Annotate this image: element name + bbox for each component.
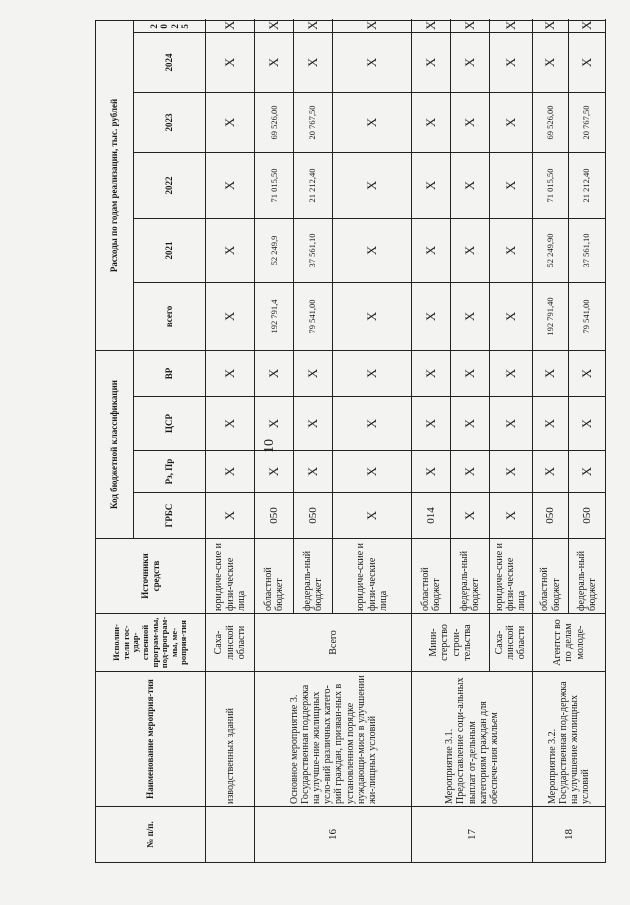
cell-grbs: 050 [532,493,569,539]
cell-2023: X [332,92,412,152]
cell-vr: X [532,350,569,396]
cell-2023: X [206,92,255,152]
cell-total: X [451,282,490,350]
cell-vr: X [451,350,490,396]
cell-2022: 71 015,50 [532,152,569,218]
header-executor: Исполни-тели гос-удар-ственной програм-мы, под-програм-мы, ме-роприя-тия [96,614,206,672]
cell-2021: X [412,218,451,282]
cell-grbs: 050 [569,493,606,539]
cell-rzpr: X [569,451,606,493]
cell-csr: X [294,397,333,451]
cell-vr: X [206,350,255,396]
cell-source: юридиче-ские и физи-ческие лица [206,539,255,614]
cell-rzpr: X [451,451,490,493]
cell-source: юридиче-ские и физи-ческие лица [489,539,532,614]
cell-source: федераль-ный бюджет [294,539,333,614]
cell-2022: X [412,152,451,218]
cell-total: 79 541,00 [294,282,333,350]
cell-2021: 52 249,9 [255,218,294,282]
cell-grbs: X [489,493,532,539]
cell-2023: X [412,92,451,152]
header-year-2022: 2022 [134,152,206,218]
cell-grbs: 050 [255,493,294,539]
cell-2024: X [206,32,255,92]
cell-2021: 52 249,90 [532,218,569,282]
cell-rzpr: X [532,451,569,493]
cell-2025: X [294,20,333,32]
cell-grbs: 014 [412,493,451,539]
cell-2025: X [412,20,451,32]
cell-vr: X [255,350,294,396]
cell-rzpr: X [412,451,451,493]
header-vr: ВР [134,350,206,396]
cell-2025: X [451,20,490,32]
header-grbs: ГРБС [134,493,206,539]
cell-2024: X [332,32,412,92]
cell-source: областной бюджет [255,539,294,614]
cell-source: федераль-ный бюджет [451,539,490,614]
cell-csr: X [569,397,606,451]
cell-total: 79 541,00 [569,282,606,350]
header-total: всего [134,282,206,350]
cell-2022: X [332,152,412,218]
header-name: Наименование мероприя-тия [96,672,206,807]
cell-2021: X [489,218,532,282]
header-num: № п/п. [96,807,206,863]
cell-executor: Саха-линской области [206,614,255,672]
cell-source: областной бюджет [412,539,451,614]
cell-2023: 69 526,00 [255,92,294,152]
header-sources: Источники средств [96,539,206,614]
cell-2022: X [489,152,532,218]
rotated-table-container [95,21,606,863]
cell-2024: X [569,32,606,92]
cell-total: 192 791,4 [255,282,294,350]
cell-vr: X [294,350,333,396]
cell-grbs: X [332,493,412,539]
cell-name: Мероприятие 3.2. Государственная под-держка на улучшение жилищных условий [532,672,605,807]
cell-2022: X [206,152,255,218]
cell-rzpr: X [489,451,532,493]
cell-total: X [412,282,451,350]
cell-2022: 21 212,40 [294,152,333,218]
cell-vr: X [412,350,451,396]
cell-total: 192 791,40 [532,282,569,350]
cell-2023: 20 767,50 [294,92,333,152]
cell-name: изводственных зданий [206,672,255,807]
table-row [532,20,569,862]
table-row [412,20,451,862]
cell-num: 17 [412,807,532,863]
cell-csr: X [412,397,451,451]
cell-2021: 37 561,10 [294,218,333,282]
cell-2023: 69 526,00 [532,92,569,152]
cell-rzpr: X [332,451,412,493]
cell-executor: Саха-линской области [489,614,532,672]
cell-2024: X [412,32,451,92]
cell-total: X [332,282,412,350]
cell-num: 18 [532,807,605,863]
cell-rzpr: X [294,451,333,493]
cell-2023: X [489,92,532,152]
cell-csr: X [332,397,412,451]
cell-2021: X [206,218,255,282]
header-year-2023: 2023 [134,92,206,152]
cell-executor: Всего [255,614,412,672]
cell-csr: X [489,397,532,451]
cell-source: юридиче-ские и физи-ческие лица [332,539,412,614]
cell-2022: X [451,152,490,218]
header-csr: ЦСР [134,397,206,451]
cell-2024: X [451,32,490,92]
cell-total: X [206,282,255,350]
cell-grbs: X [206,493,255,539]
cell-num [206,807,255,863]
cell-vr: X [569,350,606,396]
cell-2024: X [294,32,333,92]
cell-2025: X [206,20,255,32]
cell-vr: X [489,350,532,396]
program-expenses-table [95,20,606,863]
cell-csr: X [206,397,255,451]
cell-num: 16 [255,807,412,863]
table-row [206,20,255,862]
header-budget-code: Код бюджетной классификации [96,350,134,538]
cell-2025: X [569,20,606,32]
cell-2022: 21 212,40 [569,152,606,218]
cell-source: областной бюджет [532,539,569,614]
cell-name: Основное мероприятие 3. Государственная поддержка на улучше-ние жилищных усло-вий различных катего-рий граждан, призван-ных в установленном порядке нуждающи-мися в улучшении жи-лищных условий [255,672,412,807]
cell-2025: X [332,20,412,32]
cell-executor: Мини-стерство строи-тельства [412,614,489,672]
cell-2023: X [451,92,490,152]
cell-rzpr: X [206,451,255,493]
cell-2025: X [489,20,532,32]
header-year-2025: 2025 [134,20,206,32]
cell-2024: X [255,32,294,92]
cell-2021: X [332,218,412,282]
cell-2021: 37 561,10 [569,218,606,282]
header-rzpr: Рз, Пр [134,451,206,493]
cell-csr: X [451,397,490,451]
header-year-2021: 2021 [134,218,206,282]
table-row [255,20,294,862]
page-number: 10 [262,439,277,453]
cell-2024: X [489,32,532,92]
cell-vr: X [332,350,412,396]
cell-2021: X [451,218,490,282]
cell-2022: 71 015,50 [255,152,294,218]
cell-executor: Агентст во по делам молоде- [532,614,605,672]
cell-total: X [489,282,532,350]
cell-csr: X [532,397,569,451]
header-expenses: Расходы по годам реализации, тыс. рублей [96,20,134,350]
cell-grbs: X [451,493,490,539]
cell-grbs: 050 [294,493,333,539]
header-year-2024: 2024 [134,32,206,92]
cell-source: федераль-ный бюджет [569,539,606,614]
cell-2024: X [532,32,569,92]
cell-name: Мероприятие 3.1. Предоставление соци-альных выплат от-дельным категориям граждан для обеспече-ния жильем [412,672,532,807]
cell-csr: X [255,397,294,451]
cell-2025: X [532,20,569,32]
cell-2025: X [255,20,294,32]
cell-2023: 20 767,50 [569,92,606,152]
cell-rzpr: X [255,451,294,493]
